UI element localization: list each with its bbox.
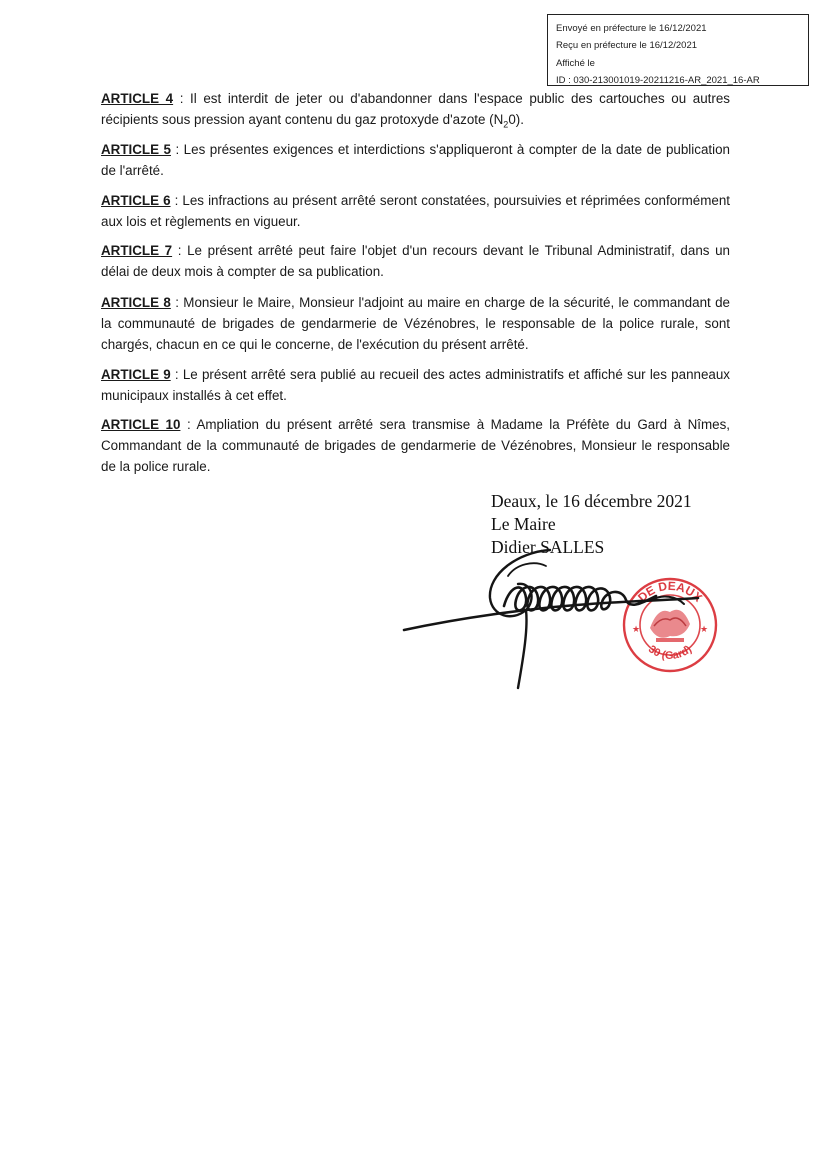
- article-label: ARTICLE 7: [101, 243, 173, 258]
- article-label: ARTICLE 8: [101, 295, 171, 310]
- article-label: ARTICLE 9: [101, 367, 171, 382]
- article-6: [101, 190, 730, 232]
- subscript: 2: [503, 119, 509, 130]
- seal-bottom-text: 30 (Gard): [645, 643, 695, 663]
- article-text: : Il est interdit de jeter ou d'abandonner dans l'espace public des cartouches ou autres récipients sous pression ayant contenu du gaz protoxyde d'azote (N: [101, 91, 730, 127]
- stamp-sent-date: Envoyé en préfecture le 16/12/2021: [556, 23, 707, 34]
- seal-top-text: DE DEAUX: [635, 578, 706, 605]
- article-10: [101, 414, 730, 477]
- article-label: ARTICLE 10: [101, 417, 181, 432]
- stamp-id: ID : 030-213001019-20211216-AR_2021_16-AR: [556, 75, 760, 87]
- article-text: : Monsieur le Maire, Monsieur l'adjoint au maire en charge de la sécurité, le commandant de la communauté de brigades de gendarmerie de Vézénobres, le responsable de la police rurale, sont chargés, chacun en ce qui le concerne, de l'exécution du présent arrêté.: [101, 295, 730, 352]
- article-4: [101, 88, 730, 136]
- svg-text:★: ★: [700, 625, 709, 635]
- article-text: : Les présentes exigences et interdictions s'appliqueront à compter de la date de publication de l'arrêté.: [101, 142, 730, 178]
- stamp-received-date: Reçu en préfecture le 16/12/2021: [556, 40, 698, 52]
- signatory-name: Didier SALLES: [491, 537, 605, 557]
- article-text: : Le présent arrêté sera publié au recueil des actes administratifs et affiché sur les panneaux municipaux installés à cet effet.: [101, 367, 730, 403]
- article-label: ARTICLE 6: [101, 193, 171, 208]
- svg-text:★: ★: [632, 625, 641, 635]
- stamp-posted: Affiché le: [556, 57, 595, 69]
- article-5: [101, 139, 730, 181]
- article-text: : Les infractions au présent arrêté seront constatées, poursuivies et réprimées conformément aux lois et règlements en vigueur.: [101, 193, 730, 229]
- article-9: [101, 364, 730, 406]
- article-label: ARTICLE 4: [101, 91, 174, 106]
- prefecture-stamp: [547, 14, 809, 86]
- place-date: Deaux, le 16 décembre 2021: [491, 491, 692, 511]
- article-8: [101, 292, 730, 355]
- article-text: : Ampliation du présent arrêté sera transmise à Madame la Préfète du Gard à Nîmes, Commandant de la communauté de brigades de gendarmerie de Vézénobres, Monsieur le responsable de la police rurale.: [101, 417, 730, 474]
- article-label: ARTICLE 5: [101, 142, 171, 157]
- handwritten-signature: [400, 546, 700, 691]
- article-text: : Le présent arrêté peut faire l'objet d'un recours devant le Tribunal Administratif, dans un délai de deux mois à compter de sa publication.: [101, 243, 730, 279]
- article-text-end: 0).: [508, 112, 524, 127]
- signatory-title: Le Maire: [491, 514, 556, 534]
- article-7: [101, 240, 730, 282]
